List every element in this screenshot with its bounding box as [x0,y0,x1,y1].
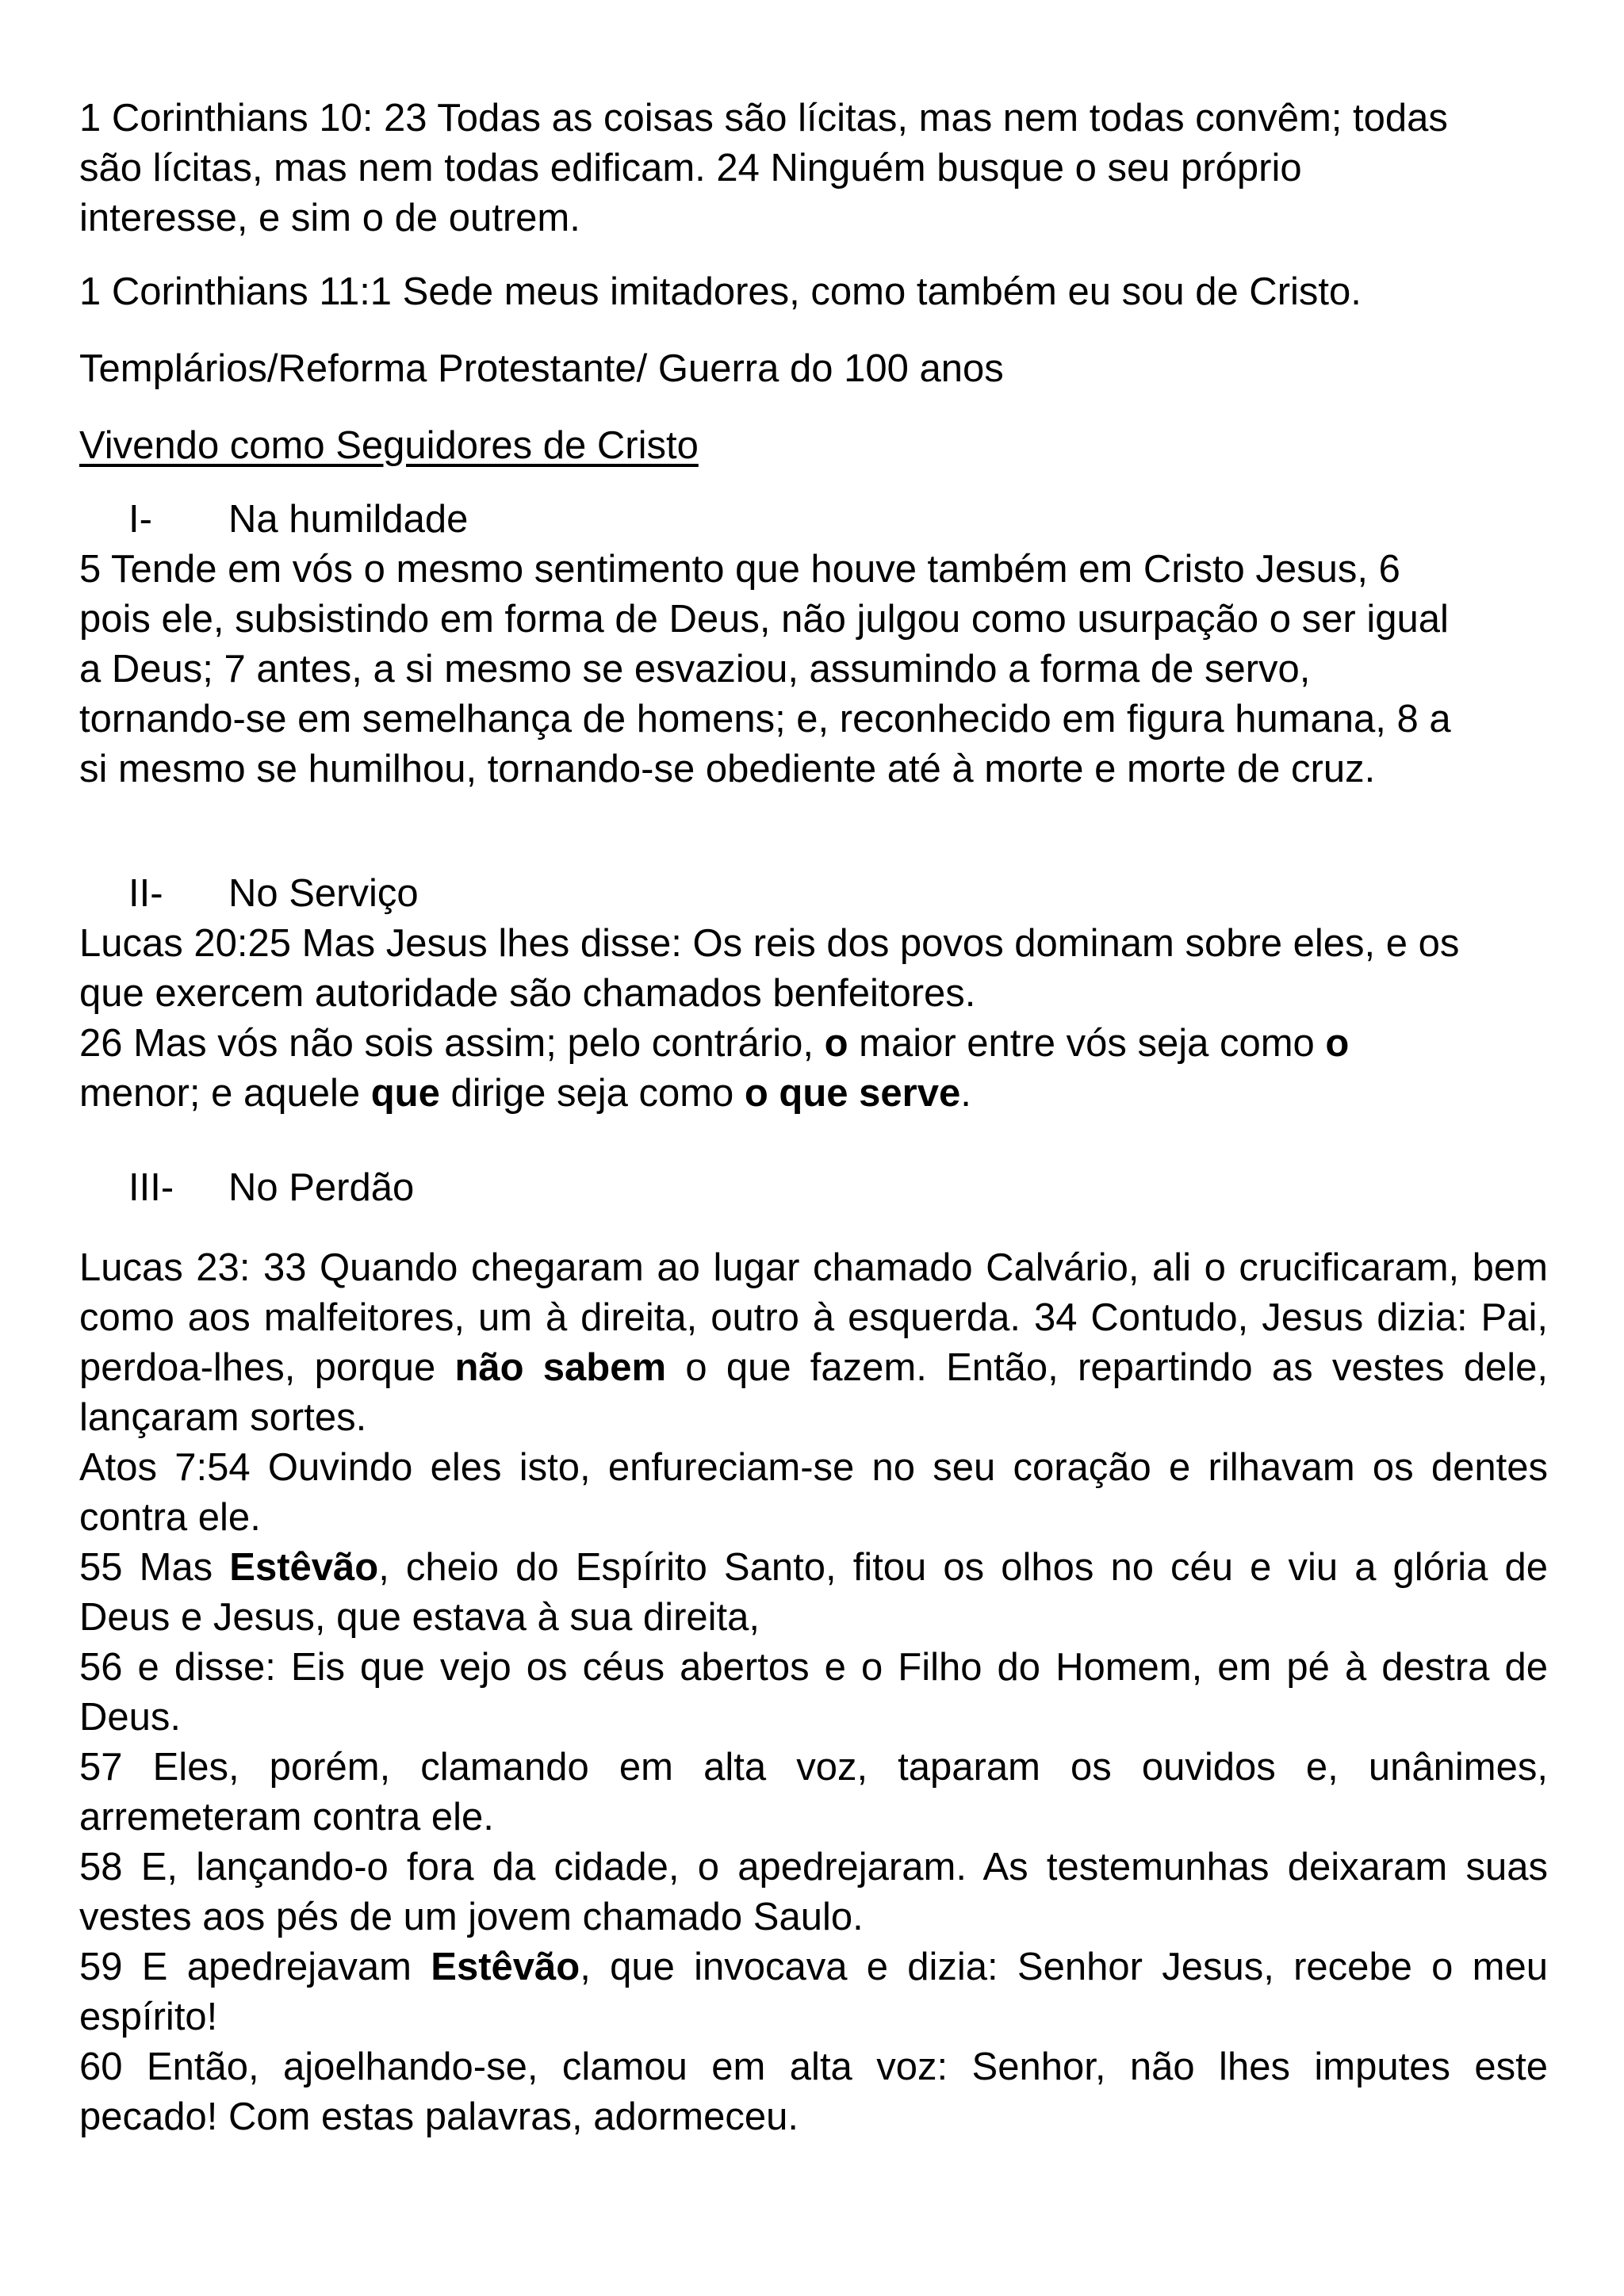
section-title: No Serviço [228,872,419,915]
section-numeral: II- [128,872,163,915]
verse-corinthians-10 [79,94,1548,243]
section-numeral: III- [128,1166,174,1209]
section-numeral: I- [128,498,152,541]
text-span: maior entre vós seja como [848,1022,1326,1065]
text-span: Lucas 23: 33 Quando chegaram ao lugar chamado Calvário, ali o crucificaram, bem como aos malfeitores, um à direita, outro à esquerda. 34 Contudo, Jesus dizia: Pai, perdoa-lhes, porque [79,1246,1548,1389]
verse-58: 58 E, lançando-o fora da cidade, o apedrejaram. As testemunhas deixaram suas vestes aos pés de um jovem chamado Saulo. [79,1846,1548,1938]
text-span: . [960,1072,971,1115]
text-span: 26 Mas vós não sois assim; pelo contrário, [79,1022,825,1065]
bold-word: Estêvão [229,1546,379,1589]
verse-57: 57 Eles, porém, clamando em alta voz, taparam os ouvidos e, unânimes, arremeteram contra ele. [79,1746,1548,1839]
section-title: No Perdão [228,1166,415,1209]
text-span: , que invocava e dizia: Senhor Jesus, recebe o meu espírito! [79,1946,1548,2038]
verse-59 [79,1942,1548,2042]
text-span: dirige seja como [439,1072,745,1115]
verse-56: 56 e disse: Eis que vejo os céus abertos e o Filho do Homem, em pé à destra de Deus. [79,1646,1548,1739]
verse-line: interesse, e sim o de outrem. [79,197,580,239]
bold-word: o [824,1022,848,1065]
text-line: a Deus; 7 antes, a si mesmo se esvaziou, assumindo a forma de servo, [79,648,1311,691]
section-text-humildade [79,545,1548,794]
text-span: menor; e aquele [79,1072,371,1115]
text-line: tornando-se em semelhança de homens; e, reconhecido em figura humana, 8 a [79,698,1451,740]
bold-word: o [1325,1022,1350,1065]
verse-26 [79,1022,1349,1115]
text-span: , cheio do Espírito Santo, fitou os olhos no céu e viu a glória de Deus e Jesus, que estava à sua direita, [79,1546,1548,1639]
section-text-servico [79,919,1548,1119]
verse-55 [79,1543,1548,1643]
topics-line: Templários/Reforma Protestante/ Guerra do 100 anos [79,347,1004,390]
section-heading-servico [128,869,1548,919]
section-text-perdao [79,1243,1548,2142]
verse-corinthians-11: 1 Corinthians 11:1 Sede meus imitadores, como também eu sou de Cristo. [79,270,1362,313]
text-span: 55 Mas [79,1546,230,1589]
verse-line: 1 Corinthians 10: 23 Todas as coisas são lícitas, mas nem todas convêm; todas [79,97,1448,140]
bold-word: Estêvão [431,1946,580,1988]
sermon-title: Vivendo como Seguidores de Cristo [79,424,699,467]
verse-lucas-23 [79,1243,1548,1443]
text-span: o que fazem. Então, repartindo as vestes dele, lançaram sortes. [79,1346,1548,1439]
verse-60: 60 Então, ajoelhando-se, clamou em alta voz: Senhor, não lhes imputes este pecado! Com estas palavras, adormeceu. [79,2045,1548,2138]
section-title: Na humildade [228,498,469,541]
text-line: Lucas 20:25 Mas Jesus lhes disse: Os reis dos povos dominam sobre eles, e os [79,922,1460,965]
verse-atos-54: Atos 7:54 Ouvindo eles isto, enfureciam-se no seu coração e rilhavam os dentes contra ele. [79,1446,1548,1539]
bold-word: que [370,1072,440,1115]
text-span: 59 E apedrejavam [79,1946,431,1988]
bold-word: o que serve [744,1072,961,1115]
verse-line: são lícitas, mas nem todas edificam. 24 Ninguém busque o seu próprio [79,147,1302,189]
section-heading-perdao [128,1163,1548,1213]
text-line: pois ele, subsistindo em forma de Deus, não julgou como usurpação o ser igual [79,598,1449,641]
text-line: 5 Tende em vós o mesmo sentimento que houve também em Cristo Jesus, 6 [79,548,1400,591]
text-line: si mesmo se humilhou, tornando-se obediente até à morte e morte de cruz. [79,748,1376,790]
bold-word: não sabem [454,1346,667,1389]
section-heading-humildade [128,495,1548,545]
text-line: que exercem autoridade são chamados benfeitores. [79,972,976,1015]
